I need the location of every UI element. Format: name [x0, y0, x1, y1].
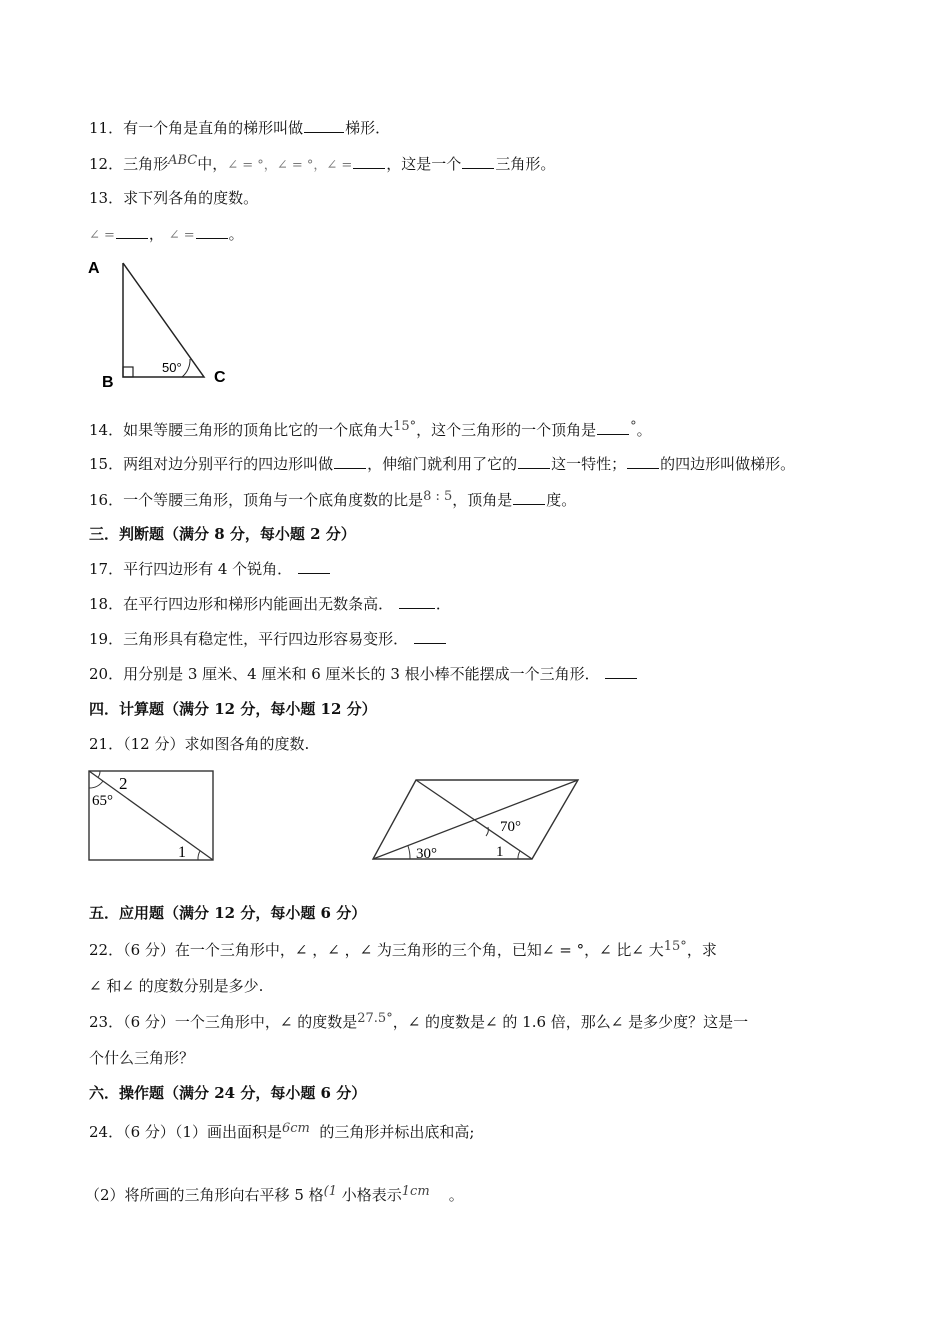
angle-arc: [182, 359, 190, 377]
question-17: 17．平行四边形有 4 个锐角．: [89, 559, 331, 579]
angle-1-label: 1: [178, 844, 186, 861]
answer-blank[interactable]: [353, 154, 385, 169]
angle-arc: [89, 781, 103, 788]
answer-blank[interactable]: [414, 629, 446, 644]
question-11: 11．有一个角是直角的梯形叫做 梯形．: [89, 119, 391, 137]
answer-blank[interactable]: [399, 594, 435, 609]
question-16: 16．一个等腰三角形，顶角与一个底角度数的比是8 : 5，顶角是 度。: [89, 489, 577, 509]
vertex-a-label: A: [88, 260, 100, 277]
question-13-answers: ∠ = ， ∠ = 。: [89, 225, 244, 243]
section-6-title: 六．操作题（满分 24 分，每小题 6 分）: [89, 1084, 367, 1102]
angle-arc: [518, 851, 520, 859]
question-22-line-2: ∠ 和∠ 的度数分别是多少.: [89, 977, 264, 995]
question-21: 21．（12 分）求如图各角的度数.: [89, 735, 310, 753]
section-4-title: 四．计算题（满分 12 分，每小题 12 分）: [89, 700, 377, 718]
answer-blank[interactable]: [334, 454, 366, 469]
question-15: 15．两组对边分别平行的四边形叫做 ，伸缩门就利用了它的 这一特性； 的四边形叫做梯形。: [89, 455, 796, 473]
rectangle-figure: [86, 768, 218, 864]
angle-2-label: 2: [119, 774, 128, 793]
diagonal-2: [373, 780, 578, 859]
question-13: 13．求下列各角的度数。: [89, 189, 259, 207]
diagonal: [89, 771, 213, 860]
section-3-title: 三．判断题（满分 8 分，每小题 2 分）: [89, 525, 356, 543]
question-14: 14．如果等腰三角形的顶角比它的一个底角大15°，这个三角形的一个顶角是 °。: [89, 419, 652, 439]
question-18: 18．在平行四边形和梯形内能画出无数条高． ．: [89, 595, 451, 613]
question-12: 12．三角形ABC中，∠ = °，∠ = °，∠ = ，这是一个 三角形。: [89, 153, 556, 173]
question-20: 20．用分别是 3 厘米、4 厘米和 6 厘米长的 3 根小棒不能摆成一个三角形．: [89, 664, 638, 684]
right-angle-mark: [123, 367, 133, 377]
answer-blank[interactable]: [513, 490, 545, 505]
answer-blank[interactable]: [462, 154, 494, 169]
answer-blank[interactable]: [627, 454, 659, 469]
answer-blank[interactable]: [597, 420, 629, 435]
answer-blank[interactable]: [605, 664, 637, 679]
vertex-c-label: C: [214, 369, 226, 386]
answer-blank[interactable]: [196, 224, 228, 239]
angle-1-label: 1: [496, 844, 504, 860]
question-22-line-1: 22．（6 分）在一个三角形中，∠ ，∠ ，∠ 为三角形的三个角，已知∠ = °，∠ 比∠ 大15°，求: [89, 939, 717, 959]
angle-arc: [98, 771, 100, 778]
angle-arc: [408, 846, 410, 859]
answer-blank[interactable]: [298, 559, 330, 574]
section-5-title: 五．应用题（满分 12 分，每小题 6 分）: [89, 904, 367, 922]
angle-30-label: 30°: [416, 846, 437, 862]
answer-blank[interactable]: [518, 454, 550, 469]
angle-arc: [198, 851, 200, 860]
question-24-part-1: 24．（6 分）（1）画出面积是6cm 的三角形并标出底和高;: [89, 1121, 475, 1141]
question-23-line-1: 23．（6 分）一个三角形中，∠ 的度数是27.5°，∠ 的度数是∠ 的 1.6 倍，那么∠ 是多少度？这是一: [89, 1011, 749, 1031]
answer-blank[interactable]: [304, 118, 344, 133]
question-24-part-2: （2）将所画的三角形向右平移 5 格(1 小格表示1cm 。: [85, 1184, 464, 1204]
parallelogram-figure: [370, 776, 584, 866]
answer-blank[interactable]: [116, 224, 148, 239]
right-triangle-figure: [86, 255, 236, 395]
angle-50-label: 50°: [162, 360, 182, 375]
angle-70-label: 70°: [500, 819, 521, 835]
question-19: 19．三角形具有稳定性，平行四边形容易变形．: [89, 629, 447, 649]
question-23-line-2: 个什么三角形？: [89, 1049, 195, 1067]
angle-65-label: 65°: [92, 793, 113, 809]
vertex-b-label: B: [102, 374, 114, 391]
